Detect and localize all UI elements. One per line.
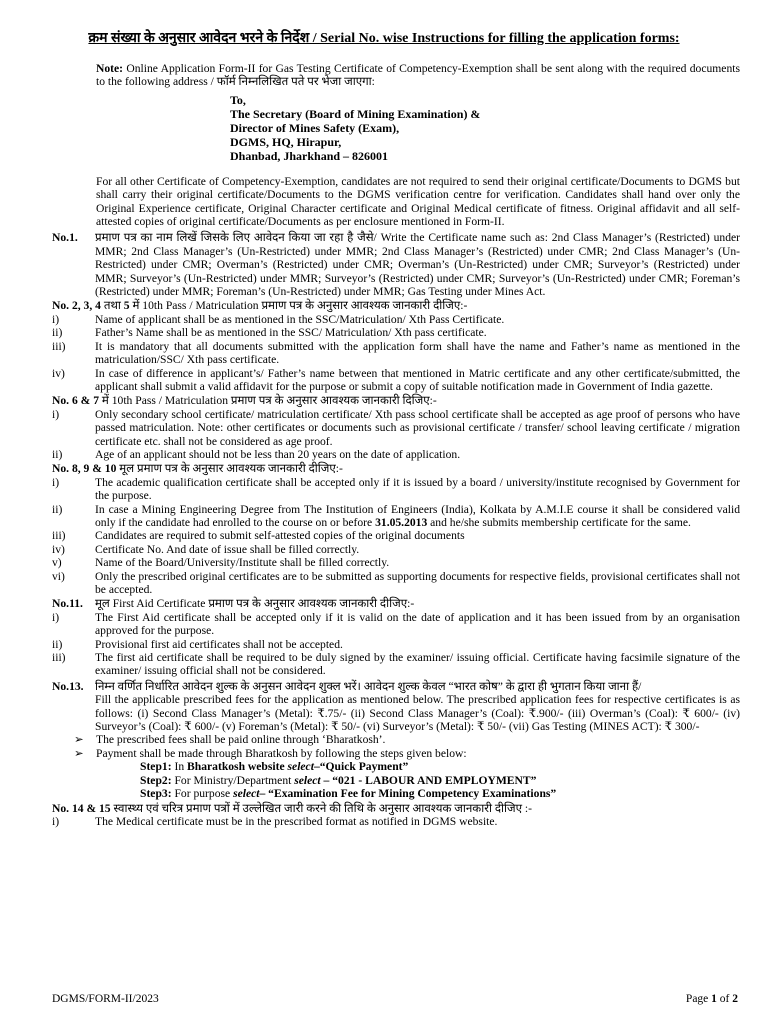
section-heading-11 <box>52 597 740 610</box>
bullet-item <box>74 733 740 746</box>
step-text: –“Quick Payment” <box>313 760 409 774</box>
heading-number: 5 <box>123 299 130 313</box>
item-number: i) <box>52 610 60 624</box>
item-number: ii) <box>52 502 63 516</box>
step-text: select <box>233 787 260 801</box>
arrow-bullet-icon: ➢ <box>74 733 84 747</box>
list-item <box>52 815 740 828</box>
address-line: Dhanbad, Jharkhand – 826001 <box>230 148 389 163</box>
heading-number: No. 6 & 7 <box>52 394 100 408</box>
item-text: Name of the Board/University/Institute shall be filled correctly. <box>95 556 390 570</box>
page-title: क्रम संख्या के अनुसार आवेदन भरने के निर्देश / Serial No. wise Instructions for filling the application forms: <box>88 31 680 46</box>
payment-step <box>140 787 740 800</box>
total-pages: 2 <box>732 993 738 1005</box>
address-block <box>230 93 740 163</box>
item-text: Father’s Name shall be as mentioned in the SSC/ Matriculation/ Xth pass certificate. <box>95 326 487 340</box>
step-text: select <box>294 773 321 787</box>
list-item <box>52 326 740 339</box>
item-number: iv) <box>52 366 65 380</box>
section-no13 <box>52 680 740 734</box>
note-text: Online Application Form-II for Gas Testing Certificate of Competency-Exemption shall be sent along with the required documents to the following address / फॉर्म निम्नलिखित पते पर भेजा जाएगा: <box>96 62 740 89</box>
list-item <box>52 367 740 394</box>
current-page: 1 <box>711 993 717 1005</box>
list-item <box>52 313 740 326</box>
address-line: Director of Mines Safety (Exam), <box>230 120 400 135</box>
item-number: iii) <box>52 651 66 665</box>
item-number: ii) <box>52 637 63 651</box>
list-item <box>52 611 740 638</box>
item-text: Provisional first aid certificates shall not be accepted. <box>95 637 343 651</box>
item-number: ii) <box>52 447 63 461</box>
section-number: No.13. <box>52 679 84 693</box>
page-number <box>686 993 738 1005</box>
section-number: No.1. <box>52 231 78 245</box>
list-item <box>52 476 740 503</box>
item-text: In case of difference in applicant’s/ Father’s name between that mentioned in Matric certificate and any other certificate/submitted, the applicant shall submit a valid affidavit for the purpose or submit a copy of suitable notification made in Government of India gazette. <box>95 366 740 393</box>
arrow-bullet-icon: ➢ <box>74 746 84 760</box>
item-text: The first aid certificate shall be required to be duly signed by the examiner/ issuing official. Certificate having facsimile signature of the examiner/ issuing official shall not be considered. <box>95 651 740 678</box>
item-text: Age of an applicant should not be less than 20 years on the date of application. <box>95 447 461 461</box>
item-number: v) <box>52 556 62 570</box>
item-number: i) <box>52 814 60 828</box>
heading-number: No.11. <box>52 597 83 611</box>
step-label: Step3: <box>140 787 172 801</box>
item-text-part: and he/she submits membership certificate for the same. <box>427 515 691 529</box>
item-text <box>95 503 740 530</box>
list-item <box>52 570 740 597</box>
list-item <box>52 448 740 461</box>
item-number: iii) <box>52 339 66 353</box>
heading-number: No. 8, 9 & 10 <box>52 462 117 476</box>
heading-number: No. 2, 3, 4 <box>52 299 101 313</box>
item-text: Candidates are required to submit self-attested copies of the original documents <box>95 529 465 543</box>
list-item <box>52 556 740 569</box>
section-body <box>95 680 740 734</box>
step-text: – “Examination Fee for Mining Competency Examinations” <box>259 787 557 801</box>
item-number: i) <box>52 407 60 421</box>
item-text: It is mandatory that all documents submitted with the application form shall have the name and Father’s name as mentioned in the matriculation/SSC/ Xth pass certificate. <box>95 339 740 367</box>
verification-paragraph: For all other Certificate of Competency-Exemption, candidates are not required to send their original certificate/Documents to DGMS but shall carry their original certificate/Documents to the DGMS verification centre for verification. Candidates shall hand over only the Original Experience certificate, Original Character certificate and Original Medical certificate of fitness. Original affidavit and all self-attested copies of original certificate/Documents as per enclosure mentioned in Form-II. <box>96 174 740 229</box>
section-no1 <box>52 231 740 298</box>
heading-text: मूल प्रमाण पत्र के अनुसार आवश्यक जानकारी दीजिए:- <box>116 462 343 476</box>
item-number: vi) <box>52 569 65 583</box>
heading-text: स्वास्थ्य एवं चरित्र प्रमाण पत्रों में उल्लेखित जारी करने की तिथि के अनुसार आवश्यक जानकारी दीजिए :- <box>110 801 532 815</box>
item-text: Only secondary school certificate/ matriculation certificate/ Xth pass school certificate shall be accepted as age proof of persons who have passed matriculation. Note: other certificates or documents such as provisional certificate / transfer/ school leaving certificate / migration certificate etc. shall not be considered as age proof. <box>95 407 740 448</box>
item-number: iv) <box>52 542 65 556</box>
step-text: select <box>287 760 314 774</box>
item-number: i) <box>52 475 60 489</box>
item-text: The Medical certificate must be in the prescribed format as notified in DGMS website. <box>95 814 498 828</box>
address-line: To, <box>230 92 246 107</box>
bullet-text: Payment shall be made through Bharatkosh by following the steps given below: <box>96 746 467 760</box>
heading-text: मूल First Aid Certificate प्रमाण पत्र के अनुसार आवश्यक जानकारी दीजिए:- <box>95 597 415 611</box>
address-line: DGMS, HQ, Hirapur, <box>230 134 342 149</box>
item-text: The First Aid certificate shall be accepted only if it is valid on the date of application and it has been issued from by an organisation approved for the purpose. <box>95 610 740 638</box>
item-number: ii) <box>52 326 63 340</box>
item-text: Certificate No. And date of issue shall be filled correctly. <box>95 542 360 556</box>
step-text: For Ministry/Department <box>171 773 295 787</box>
note-label: Note: <box>96 62 124 75</box>
bullet-item <box>74 747 740 760</box>
step-text: For purpose <box>171 787 234 801</box>
section-heading-6-7 <box>52 394 740 407</box>
step-text: In <box>171 760 188 774</box>
item-text: The academic qualification certificate shall be accepted only if it is issued by a board / university/institute recognised by Government for the purpose. <box>95 475 740 503</box>
list-item <box>52 340 740 367</box>
fee-heading: निम्न वर्णित निर्धारित आवेदन शुल्क के अनुसन आवेदन शुक्ल भरें। आवेदन शुल्क केवल “भारत कोष” के द्वारा ही भुगतान किया जाना हैं/ <box>95 679 642 693</box>
heading-text: में 10th Pass / Matriculation प्रमाण पत्र के अनुसार आवश्यक जानकारी दीजिए:- <box>129 299 468 313</box>
form-code: DGMS/FORM-II/2023 <box>52 993 159 1005</box>
item-text: Only the prescribed original certificates are to be submitted as supporting documents for respective fields, provisional certificates shall not be accepted. <box>95 569 740 596</box>
item-number: iii) <box>52 529 66 543</box>
payment-step <box>140 760 740 773</box>
heading-number: No. 14 & 15 <box>52 801 111 815</box>
payment-step <box>140 774 740 787</box>
section-heading-14-15 <box>52 802 740 815</box>
list-item <box>52 651 740 678</box>
step-label: Step2: <box>140 773 172 787</box>
list-item <box>52 503 740 530</box>
step-text: Bharatkosh website <box>187 760 288 774</box>
item-text-part: In case a Mining Engineering Degree from The Institution of Engineers (India), Kolkata by A.M.I.E course it shall be considered valid only if the candidate had enrolled to the course on or before <box>95 502 740 529</box>
list-item <box>52 529 740 542</box>
heading-text: में 10th Pass / Matriculation प्रमाण पत्र के अनुसार आवश्यक जानकारी दिजिए:- <box>99 394 437 408</box>
list-item <box>52 638 740 651</box>
note-paragraph <box>96 62 740 89</box>
enrolment-date: 31.05.2013 <box>375 515 428 529</box>
list-item <box>52 543 740 556</box>
list-item <box>52 408 740 448</box>
item-number: i) <box>52 312 60 326</box>
item-text: Name of applicant shall be as mentioned in the SSC/Matriculation/ Xth Pass Certificate. <box>95 312 505 326</box>
section-heading-8-10 <box>52 462 740 475</box>
fee-text: Fill the applicable prescribed fees for the application as mentioned below. The prescribed application fees for respective certificates is as follows: (i) Second Class Manager’s (Metal): ₹.75/- (ii) Second Class Manager’s (Coal): ₹.900/- (iii) Overman’s (Coal): ₹ 600/- (iv) Surveyor’s (Coal): ₹ 600/- (v) Foreman’s (Metal): ₹ 50/- (vi) Surveyor’s (Metal): ₹ 50/- (vii) Gas Testing (MINES ACT): ₹ 300/- <box>95 693 740 734</box>
address-line: The Secretary (Board of Mining Examination) & <box>230 106 481 121</box>
page-label: of <box>716 993 733 1005</box>
bullet-text: The prescribed fees shall be paid online through ‘Bharatkosh’. <box>96 733 386 747</box>
section-text: प्रमाण पत्र का नाम लिखें जिसके लिए आवेदन किया जा रहा है जैसे/ Write the Certificate name such as: 2nd Class Manager’s (Restricted) under MMR; 2nd Class Manager’s (Un-Restricted) under MMR; 2nd Class Manager’s (Restricted) under CMR; 2nd Class Manager’s (Un-Restricted) under CMR; Overman’s (Restricted) under CMR; Overman’s (Un-Restricted) under CMR; Surveyor’s (Restricted) under MMR; Surveyor’s (Un-Restricted) under MMR; Surveyor’s (Restricted) under CMR; Surveyor’s (Un-Restricted) under CMR; Foreman’s (Restricted) under MMR; Foreman’s (Un-Restricted) under MMR; Gas Testing under Mines Act. <box>95 231 740 299</box>
main-content <box>52 62 740 828</box>
section-heading-2-5 <box>52 299 740 312</box>
page-label: Page <box>685 993 712 1005</box>
heading-joiner: तथा <box>100 299 124 313</box>
step-text: – “021 - LABOUR AND EMPLOYMENT” <box>320 773 537 787</box>
step-label: Step1: <box>140 760 172 774</box>
